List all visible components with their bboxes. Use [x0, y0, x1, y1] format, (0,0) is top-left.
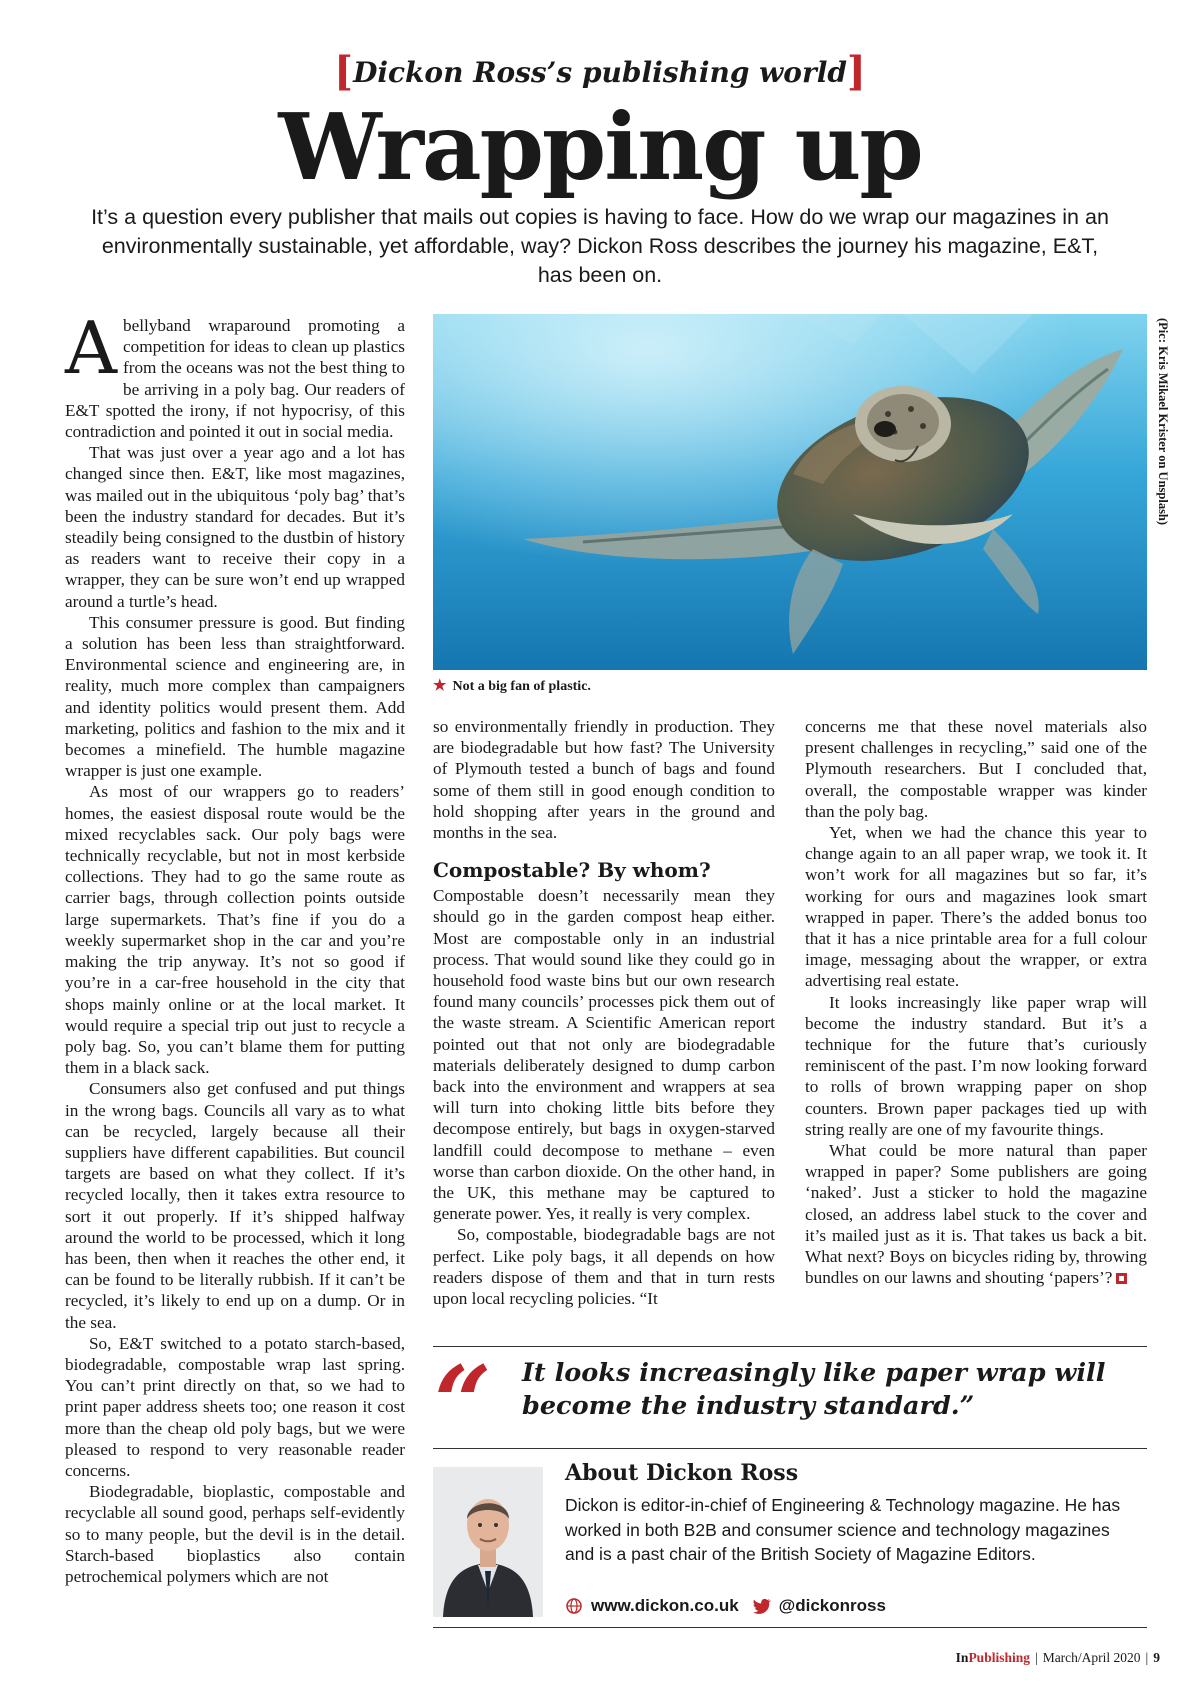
about-title: About Dickon Ross	[565, 1460, 799, 1486]
author-links	[565, 1596, 886, 1616]
standfirst: It’s a question every publisher that mails out copies is having to face. How do we wrap our magazines in an environmentally sustainable, yet affordable, way? Dickon Ross describes the journey his magazine, E&T, has been on.	[91, 205, 1109, 287]
page-number: 9	[1153, 1650, 1160, 1665]
brand-in: In	[955, 1650, 969, 1665]
paragraph: That was just over a year ago and a lot has changed since then. E&T, like most magazines, was mailed out in the ubiquitous ‘poly bag’ that’s been the industry standard for decades. But it’s steadily being consigned to the dustbin of history as readers want to receive their copy in a wrapper, they can be sure won’t end up wrapped around a turtle’s head.	[65, 443, 405, 611]
section-kicker	[0, 48, 1200, 95]
turtle-image	[433, 314, 1147, 670]
brand-publishing: Publishing	[968, 1650, 1030, 1665]
paragraph: So, E&T switched to a potato starch-based, biodegradable, compostable wrap last spring. You can’t print directly on that, so we had to print paper address sheets too; one reason it cost more than the cheap old poly bags, but we were pleased to respond to very reasonable reader concerns.	[65, 1333, 405, 1480]
pull-quote: It looks increasingly like paper wrap will become the industry standard.”	[522, 1358, 1106, 1421]
paragraph: So, compostable, biodegradable bags are not perfect. Like poly bags, it all depends on how readers dispose of them and that in turn rests upon local recycling policies. “It	[433, 1225, 775, 1309]
website-link[interactable]: www.dickon.co.uk	[591, 1596, 739, 1615]
issue-date: March/April 2020	[1042, 1650, 1141, 1665]
subheading: Compostable? By whom?	[433, 858, 711, 883]
paragraph: so environmentally friendly in production. They are biodegradable but how fast? The University of Plymouth tested a bunch of bags and found some of them still in good enough condition to hold shopping after years in the ground and months in the sea.	[433, 717, 775, 843]
author-portrait	[433, 1467, 543, 1617]
page-footer: InPublishing | March/April 2020 | 9	[955, 1650, 1160, 1665]
article-column-1	[65, 306, 405, 1587]
paragraph: This consumer pressure is good. But finding a solution has been less than straightforward. Environmental science and engineering are, in reality, much more complex than campaigners and identity politics would present them. Add marketing, politics and fashion to the mix and it becomes a minefield. The humble magazine wrapper is just one example.	[65, 612, 405, 781]
paragraph: Consumers also get confused and put things in the wrong bags. Councils all vary as to what can be recycled, largely because all their suppliers have different capabilities. But council targets are based on what they collect. If it’s recycled locally, then it takes extra resource to sort it out properly. If it’s shipped halfway around the world to be processed, which it long has been, then when it reaches the other end, it can be found to be literally rubbish. If it can’t be recycled, it’s likely to end up on a dump. Or in the sea.	[65, 1079, 405, 1332]
paragraph: It looks increasingly like paper wrap will become the industry standard. But it’s a technique for the future that’s curiously reminiscent of the past. I’m now looking forward to rolls of brown wrapping paper on shop counters. Brown paper packages tied up with string really are one of my favourite things.	[805, 992, 1147, 1139]
author-photo	[433, 1467, 543, 1617]
about-bottom-rule	[433, 1627, 1147, 1628]
article-column-3	[805, 716, 1147, 1288]
paragraph: What could be more natural than paper wrapped in paper? Some publishers are going ‘naked’. Just a sticker to hold the magazine closed, an address label stuck to the cover and it’s mailed just as it is. That takes us back a bit. What next? Boys on bicycles riding by, throwing bundles on our lawns and shouting ‘papers’?	[805, 1141, 1147, 1288]
star-icon: ★	[433, 678, 447, 694]
drop-cap: A	[65, 306, 117, 390]
paragraph: Compostable doesn’t necessarily mean they should go in the garden compost heap either. Most are compostable only in an industrial process. That would sound like they could go in household food waste bins but our own research found many councils’ processes pick them out of the waste stream. A Scientific American report pointed out that not only are biodegradable materials deliberately designed to dump carbon back into the environment and wrappers at sea will turn into choking little bits before they decompose entirely, but bags in oxygen-starved landfill could decompose to methane – even worse than carbon dioxide. On the other hand, in the UK, this methane may be captured to generate power. Yes, it really is very complex.	[433, 886, 775, 1224]
paragraph: Yet, when we had the chance this year to change again to an all paper wrap, we took it. It won’t work for all magazines but so far, it’s working for ours and magazines look smart wrapped in paper. There’s the added bonus too that it has a nice printable area for a full colour image, messaging about the wrapper, or extra advertising real estate.	[805, 823, 1147, 991]
kicker-bracket-open: [	[334, 48, 354, 95]
kicker-bracket-close: ]	[846, 48, 866, 95]
quote-mark-icon: “	[434, 1344, 492, 1462]
about-bio: Dickon is editor-in-chief of Engineering & Technology magazine. He has worked in both B2B and consumer science and technology magazines and is a past chair of the British Society of Magazine Editors.	[565, 1495, 1121, 1564]
twitter-icon	[753, 1597, 771, 1615]
article-column-2	[433, 716, 775, 1309]
photo-credit: (Pic: Kris Mikael Krister on Unsplash)	[1156, 318, 1170, 526]
paragraph: Abellyband wraparound promoting a competition for ideas to clean up plastics from the oceans was not the best thing to be arriving in a poly bag. Our readers of E&T spotted the irony, if not hypocrisy, of this contradiction and pointed it out in social media.	[65, 306, 405, 442]
twitter-handle[interactable]: @dickonross	[778, 1596, 886, 1615]
pullquote-bottom-rule	[433, 1448, 1147, 1449]
globe-icon	[565, 1597, 583, 1615]
end-mark-icon	[1116, 1273, 1127, 1284]
turtle-photo	[433, 314, 1147, 670]
paragraph: concerns me that these novel materials also present challenges in recycling,” said one of the Plymouth researchers. But I concluded that, overall, the compostable wrapper was kinder than the poly bag.	[805, 717, 1147, 821]
pullquote-top-rule	[433, 1346, 1147, 1347]
paragraph: Biodegradable, bioplastic, compostable and recyclable all sound good, perhaps self-evidently so to many people, but the devil is in the detail. Starch-based bioplastics also contain petrochemical polymers which are not	[65, 1482, 405, 1586]
headline: Wrapping up	[278, 93, 922, 201]
photo-caption: ★ Not a big fan of plastic.	[433, 678, 591, 694]
kicker-text: Dickon Ross’s publishing world	[353, 56, 847, 89]
paragraph: As most of our wrappers go to readers’ homes, the easiest disposal route would be the mixed recyclables sack. Our poly bags were technically recyclable, but not in most kerbside collections. They had to go the same route as carrier bags, through collection points outside large supermarkets. That’s fine if you do a weekly supermarket shop in the car and you’re making the trip anyway. It’s not so good if you’re in a car-free household in the city that shops mainly online or at the local market. It would require a special trip out just to recycle a poly bag. So, you can’t blame them for putting them in a black sack.	[65, 782, 405, 1078]
